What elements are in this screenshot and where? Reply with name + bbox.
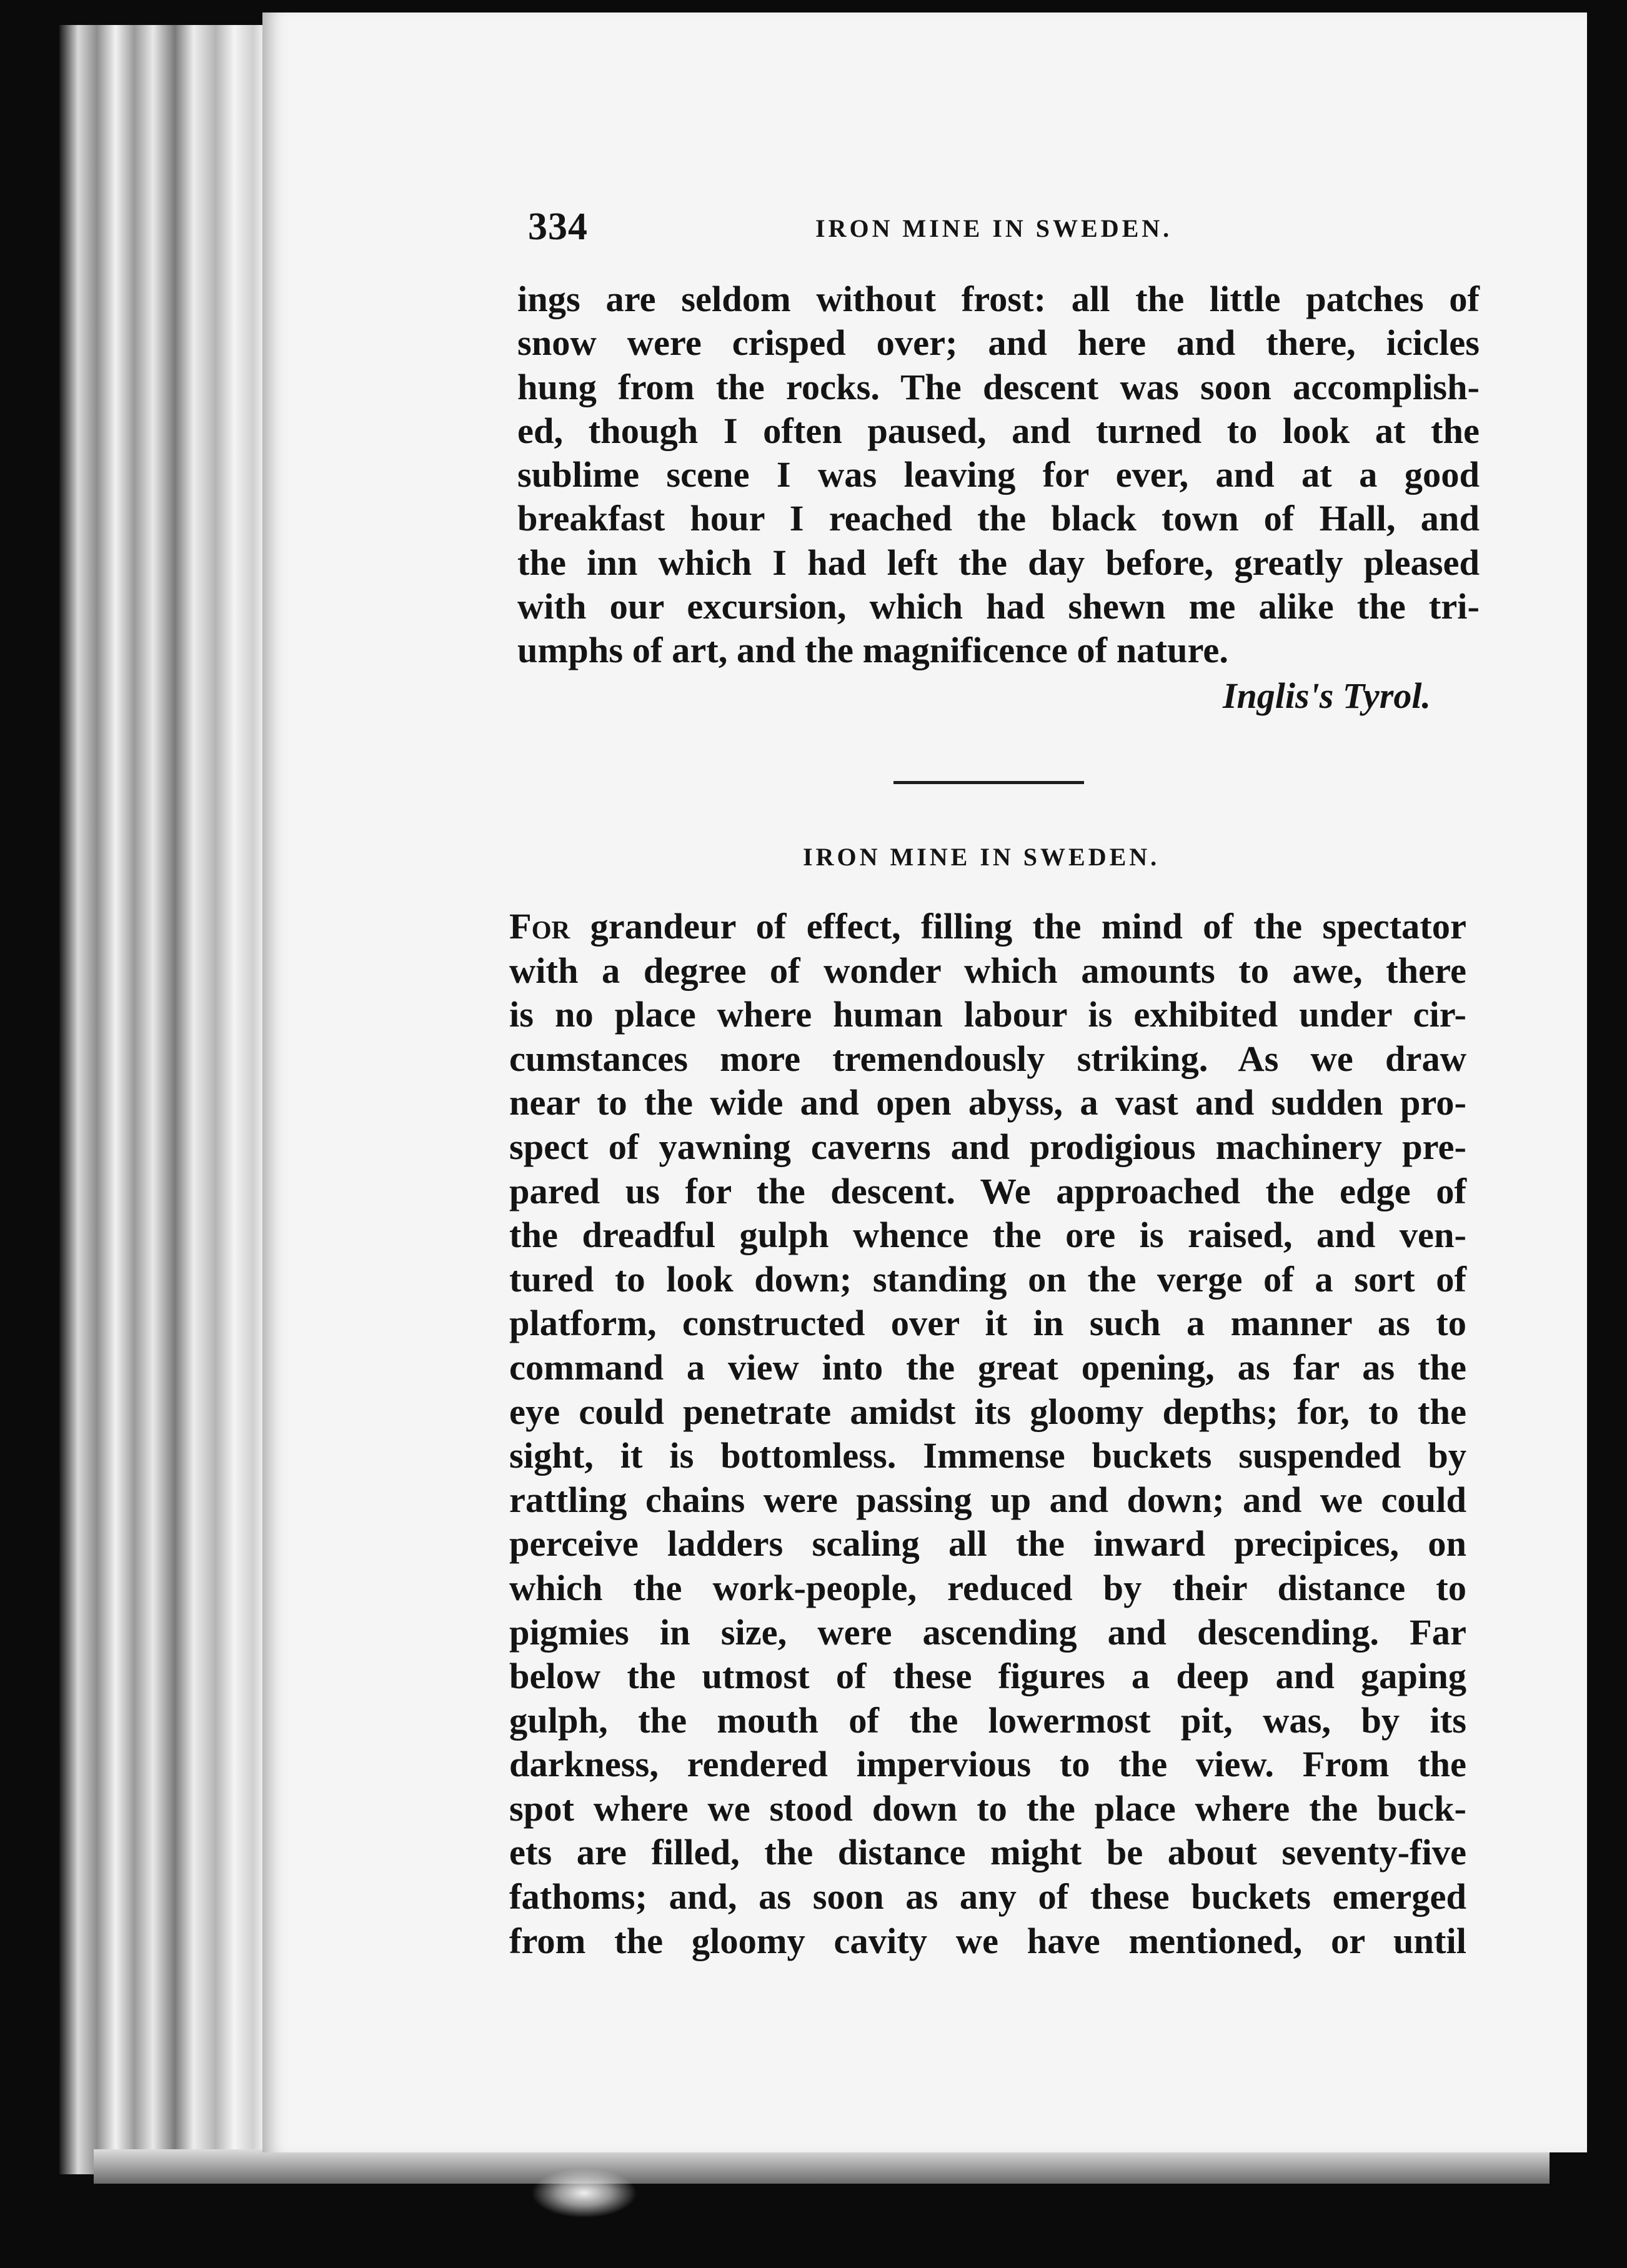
- text-line: sublime scene I was leaving for ever, and at a good: [517, 454, 1480, 495]
- continued-paragraph: [517, 277, 1480, 673]
- text-line: below the utmost of these figures a deep and gaping: [509, 1656, 1466, 1697]
- text-line: pigmies in size, were ascending and descending. Far: [509, 1611, 1466, 1653]
- text-line: is no place where human labour is exhibited under cir-: [509, 994, 1466, 1035]
- text-line: pared us for the descent. We approached the edge of: [509, 1170, 1466, 1211]
- text-line: gulph, the mouth of the lowermost pit, was, by its: [509, 1699, 1466, 1741]
- running-head: IRON MINE IN SWEDEN.: [815, 214, 1173, 242]
- text-line: breakfast hour I reached the black town of Hall, and: [517, 498, 1480, 539]
- section-divider: [893, 781, 1084, 784]
- text-line: with our excursion, which had shewn me alike the tri-: [517, 586, 1480, 627]
- text-line: the dreadful gulph whence the ore is raised, and ven-: [509, 1215, 1466, 1256]
- text-line: spect of yawning caverns and prodigious machinery pre-: [509, 1126, 1466, 1167]
- text-line: ets are filled, the distance might be about seventy-five: [509, 1832, 1466, 1873]
- text-line: from the gloomy cavity we have mentioned, or until: [509, 1920, 1466, 1961]
- text-line: rattling chains were passing up and down; and we could: [509, 1479, 1466, 1520]
- text-line: umphs of art, and the magnificence of nature.: [517, 630, 1229, 671]
- section-title: IRON MINE IN SWEDEN.: [803, 843, 1160, 871]
- book-bottom-edge: [94, 2149, 1550, 2184]
- page-header: [528, 205, 1190, 249]
- text-line: command a view into the great opening, as far as the: [509, 1346, 1466, 1388]
- section-paragraph: [509, 905, 1466, 1963]
- book-page-edges: [59, 25, 266, 2174]
- text-line: darkness, rendered impervious to the view. From the: [509, 1744, 1466, 1785]
- text-line-first: [509, 905, 1466, 949]
- text-line: fathoms; and, as soon as any of these buckets emerged: [509, 1876, 1466, 1917]
- text-line: tured to look down; standing on the verge of a sort of: [509, 1258, 1466, 1300]
- scan-background: [1590, 37, 1627, 2174]
- text-line: which the work-people, reduced by their distance to: [509, 1567, 1466, 1608]
- text-line: the inn which I had left the day before, greatly pleased: [517, 542, 1480, 583]
- text-line: eye could penetrate amidst its gloomy depths; for, to the: [509, 1391, 1466, 1432]
- text-line: cumstances more tremendously striking. As we draw: [509, 1038, 1466, 1079]
- source-attribution: Inglis's Tyrol.: [1222, 675, 1431, 716]
- first-line-text: grandeur of effect, filling the mind of the spectator: [570, 906, 1466, 947]
- text-line: ed, though I often paused, and turned to look at the: [517, 410, 1480, 451]
- text-line: with a degree of wonder which amounts to awe, there: [509, 950, 1466, 991]
- page-number: 334: [528, 206, 588, 248]
- text-line: platform, constructed over it in such a manner as to: [509, 1303, 1466, 1344]
- opening-word: For: [509, 906, 570, 947]
- text-line: hung from the rocks. The descent was soon accomplish-: [517, 366, 1480, 407]
- text-line: spot where we stood down to the place where the buck-: [509, 1788, 1466, 1829]
- text-line: snow were crisped over; and here and there, icicles: [517, 322, 1480, 364]
- text-line: perceive ladders scaling all the inward precipices, on: [509, 1523, 1466, 1564]
- text-line: ings are seldom without frost: all the little patches of: [517, 279, 1480, 319]
- text-line: near to the wide and open abyss, a vast and sudden pro-: [509, 1082, 1466, 1123]
- text-line: sight, it is bottomless. Immense buckets suspended by: [509, 1435, 1466, 1476]
- scan-artifact: [531, 2168, 637, 2218]
